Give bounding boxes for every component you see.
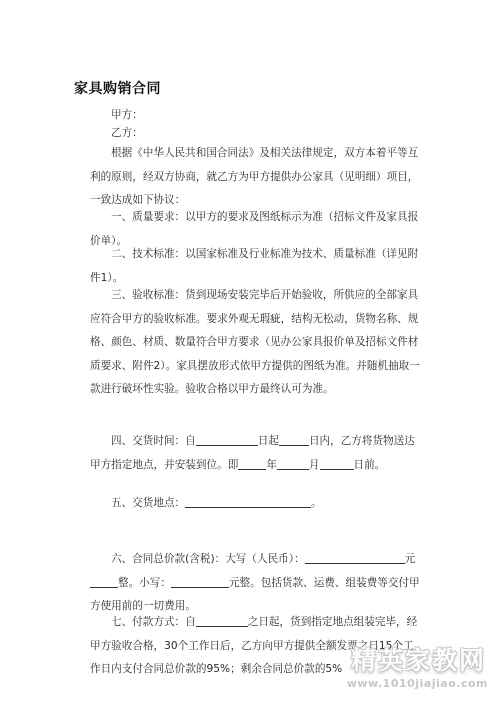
watermark-logo	[324, 639, 494, 701]
blank-amount-lowercase	[171, 573, 229, 588]
total-price-label: 六、合同总价款(含税)：大写（人民币）：	[111, 553, 305, 565]
payment-label: 七、付款方式：自	[111, 616, 196, 628]
blank-month	[277, 455, 309, 470]
document-title: 家具购销合同	[74, 81, 161, 97]
total-price-desc: 元整。包括货款、运费、组装费等交付甲方使用前的一切费用。	[90, 576, 420, 612]
clause-quality: 一、质量要求：以甲方的要求及图纸标示为准（招标文件及家具报价单）。	[90, 211, 419, 247]
blank-amount-yuan	[90, 573, 118, 588]
blank-amount-uppercase	[305, 549, 405, 564]
delivery-time-text-b: 日起	[257, 435, 279, 447]
total-price-lower-label: 整。小写：	[118, 576, 171, 589]
party-b-line: 乙方：	[111, 127, 143, 139]
watermark-url: www.1010jiajiao.com	[346, 677, 488, 690]
blank-delivery-place	[185, 493, 311, 508]
party-a-line: 甲方：	[111, 109, 143, 121]
delivery-time-text-c: 日内，乙方将货物送达甲方指定地点，并安装到位。即	[90, 435, 415, 471]
delivery-place-label: 五、交货地点：	[111, 497, 186, 509]
intro-paragraph: 根据《中华人民共和国合同法》及相关法律规定，双方本着平等互利的原则，经双方协商，就乙方为甲方提供办公家具（见明细）项目，一致达成如下协议：	[90, 147, 419, 206]
blank-payment-date	[196, 612, 248, 627]
blank-year	[238, 455, 266, 470]
clause-acceptance-standard: 三、验收标准：货到现场安装完毕后开始验收，所供应的全部家具应符合甲方的验收标准。要求外观无瑕疵，结构无松动，货物名称、规格、颜色、材质、数量符合甲方要求（见办公家具报价单及招标文件材质要求、附件2）。家具摆放形式依甲方提供的图纸为准。并随机抽取一款进行破坏性实验。验收合格以甲方最终认可为准。	[90, 289, 420, 395]
watermark-text: 精英家教网	[350, 646, 486, 675]
blank-start-date	[196, 431, 258, 446]
clause-delivery-time	[90, 430, 420, 477]
blank-day	[320, 455, 354, 470]
clause-delivery-place	[90, 492, 420, 516]
delivery-time-day: 日前。	[353, 458, 386, 471]
delivery-time-year: 年	[266, 458, 277, 471]
total-price-yuan: 元	[404, 553, 416, 565]
payment-desc: 之日起，货到指定地点组装完毕，经甲方验收合格，30个工作日后，乙方向甲方提供全额发票之日15个工作日内支付合同总价款的95%；剩余合同总价款的5%	[90, 616, 418, 675]
delivery-time-month: 月	[308, 458, 320, 471]
delivery-time-label: 四、交货时间：自	[111, 435, 196, 447]
clause-total-price	[90, 548, 420, 619]
blank-days	[279, 431, 309, 446]
delivery-place-end: 。	[311, 497, 322, 509]
clause-technical-standard: 二、技术标准：以国家标准及行业标准为技术、质量标准（详见附件1）。	[90, 248, 419, 284]
